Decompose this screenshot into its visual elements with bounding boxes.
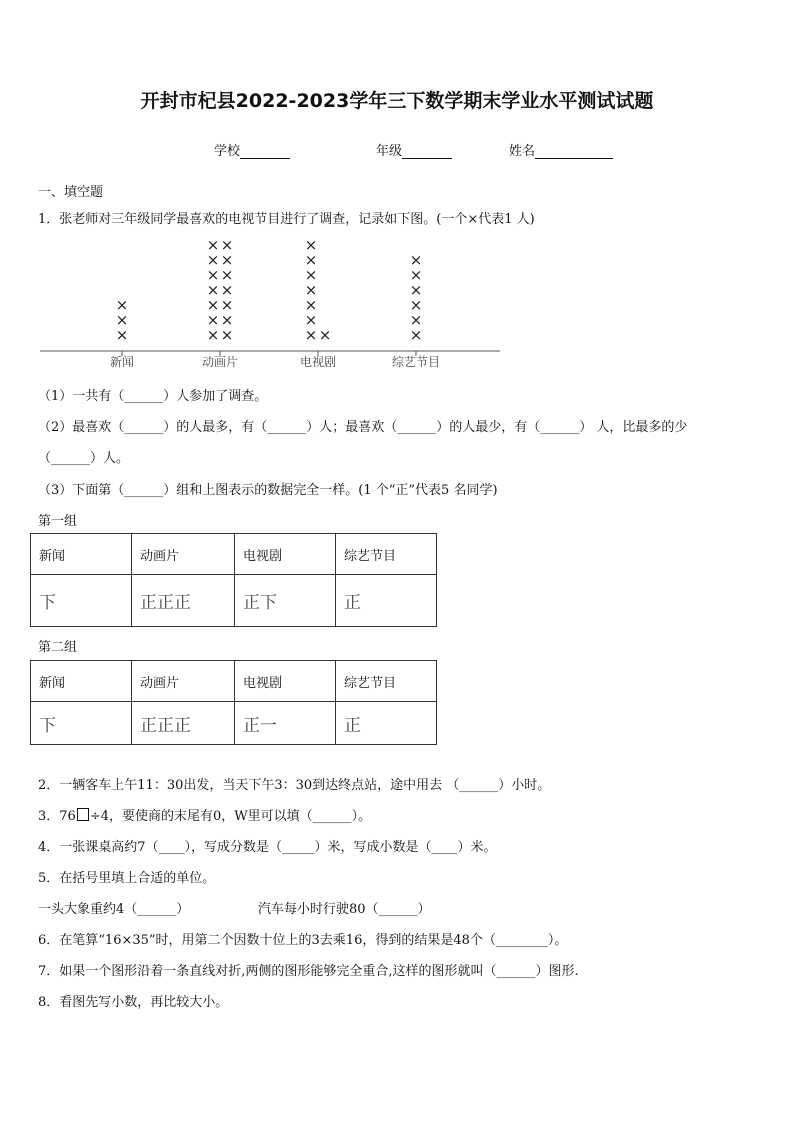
question-6: 6．在笔算“16×35”时，用第二个因数十位上的3去乘16，得到的结果是48个（________）。 bbox=[38, 933, 568, 948]
question-1-sub1: （1）一共有（______）人参加了调查。 bbox=[38, 389, 268, 404]
chart-x-mark: × bbox=[115, 311, 129, 329]
question-1-stem: 1．张老师对三年级同学最喜欢的电视节目进行了调查，记录如下图。(一个×代表1 人) bbox=[38, 212, 535, 227]
page-title: 开封市杞县2022-2023学年三下数学期末学业水平测试试题 bbox=[140, 90, 654, 112]
tally-cell: 正一 bbox=[235, 702, 336, 745]
chart-x-mark: × bbox=[115, 326, 129, 344]
chart-x-mark: × bbox=[409, 296, 423, 314]
question-4: 4．一张课桌高约7（____），写成分数是（_____）米，写成小数是（____）米。 bbox=[38, 840, 497, 855]
question-5a: 一头大象重约4（______） bbox=[38, 902, 190, 917]
chart-category-label: 新闻 bbox=[109, 355, 135, 369]
chart-x-mark: × bbox=[220, 266, 234, 284]
question-7: 7．如果一个图形沿着一条直线对折,两侧的图形能够完全重合,这样的图形就叫（______）图形. bbox=[38, 964, 579, 979]
chart-x-mark: × bbox=[220, 311, 234, 329]
chart-x-mark: × bbox=[115, 296, 129, 314]
group-2-table bbox=[30, 660, 437, 745]
question-3 bbox=[38, 805, 371, 824]
tally-cell: 下 bbox=[31, 575, 132, 627]
chart-x-mark: × bbox=[304, 281, 318, 299]
tally-cell: 正 bbox=[336, 702, 437, 745]
question-1-sub2-cont: （______）人。 bbox=[38, 451, 130, 466]
chart-x-mark: × bbox=[304, 236, 318, 254]
chart-x-mark: × bbox=[206, 236, 220, 254]
question-1-sub2: （2）最喜欢（______）的人最多，有（______）人；最喜欢（______）的人最少，有（______） 人，比最多的少 bbox=[38, 420, 688, 435]
chart-x-mark: × bbox=[318, 326, 332, 344]
chart-category-label: 动画片 bbox=[201, 355, 239, 369]
tally-cell: 下 bbox=[31, 702, 132, 745]
question-5: 5．在括号里填上合适的单位。 bbox=[38, 871, 216, 886]
table-header-cell: 动画片 bbox=[132, 534, 235, 575]
section-heading: 一、填空题 bbox=[38, 185, 104, 200]
chart-x-mark: × bbox=[206, 281, 220, 299]
chart-x-mark: × bbox=[220, 326, 234, 344]
chart-x-mark: × bbox=[409, 281, 423, 299]
chart-category-label: 综艺节目 bbox=[391, 355, 441, 369]
chart-x-mark: × bbox=[304, 266, 318, 284]
group-1-table bbox=[30, 533, 437, 627]
school-label: 学校 bbox=[214, 144, 241, 159]
group-1-label: 第一组 bbox=[38, 514, 78, 529]
tally-x-chart bbox=[38, 233, 508, 373]
name-blank bbox=[535, 144, 613, 159]
question-2: 2．一辆客车上午11：30出发，当天下午3：30到达终点站，途中用去 （______）小时。 bbox=[38, 778, 551, 793]
table-header-cell: 综艺节目 bbox=[336, 661, 437, 702]
grade-field bbox=[376, 140, 452, 159]
chart-x-mark: × bbox=[220, 236, 234, 254]
school-field bbox=[214, 140, 290, 159]
chart-x-mark: × bbox=[206, 311, 220, 329]
question-3-start: 3．76 bbox=[38, 809, 76, 824]
table-header-cell: 动画片 bbox=[132, 661, 235, 702]
chart-x-mark: × bbox=[220, 251, 234, 269]
grade-blank bbox=[402, 144, 452, 159]
chart-x-mark: × bbox=[220, 296, 234, 314]
grade-label: 年级 bbox=[376, 144, 403, 159]
tally-cell: 正下 bbox=[235, 575, 336, 627]
chart-category-label: 电视剧 bbox=[299, 355, 337, 369]
question-5b: 汽车每小时行驶80（______） bbox=[258, 902, 431, 917]
chart-x-mark: × bbox=[206, 266, 220, 284]
question-1-sub3: （3）下面第（______）组和上图表示的数据完全一样。(1 个“正”代表5 名同学) bbox=[38, 483, 498, 498]
tally-cell: 正正正 bbox=[132, 575, 235, 627]
chart-x-mark: × bbox=[409, 326, 423, 344]
group-2-label: 第二组 bbox=[38, 640, 78, 655]
tally-cell: 正正正 bbox=[132, 702, 235, 745]
chart-x-mark: × bbox=[206, 326, 220, 344]
chart-x-mark: × bbox=[220, 281, 234, 299]
chart-x-mark: × bbox=[409, 251, 423, 269]
chart-x-mark: × bbox=[304, 251, 318, 269]
tally-cell: 正 bbox=[336, 575, 437, 627]
chart-x-mark: × bbox=[409, 311, 423, 329]
name-label: 姓名 bbox=[509, 144, 536, 159]
chart-x-mark: × bbox=[304, 311, 318, 329]
school-blank bbox=[240, 144, 290, 159]
name-field bbox=[509, 140, 613, 159]
question-8: 8．看图先写小数，再比较大小。 bbox=[38, 995, 229, 1010]
table-header-cell: 新闻 bbox=[31, 534, 132, 575]
chart-x-mark: × bbox=[304, 326, 318, 344]
question-3-end: ÷4，要使商的末尾有0，W里可以填（______）。 bbox=[89, 809, 372, 824]
chart-x-mark: × bbox=[409, 266, 423, 284]
table-header-cell: 电视剧 bbox=[235, 661, 336, 702]
table-header-cell: 电视剧 bbox=[235, 534, 336, 575]
table-header-cell: 综艺节目 bbox=[336, 534, 437, 575]
chart-x-mark: × bbox=[304, 296, 318, 314]
blank-box-icon bbox=[77, 808, 89, 821]
chart-x-mark: × bbox=[206, 296, 220, 314]
chart-x-mark: × bbox=[206, 251, 220, 269]
table-header-cell: 新闻 bbox=[31, 661, 132, 702]
